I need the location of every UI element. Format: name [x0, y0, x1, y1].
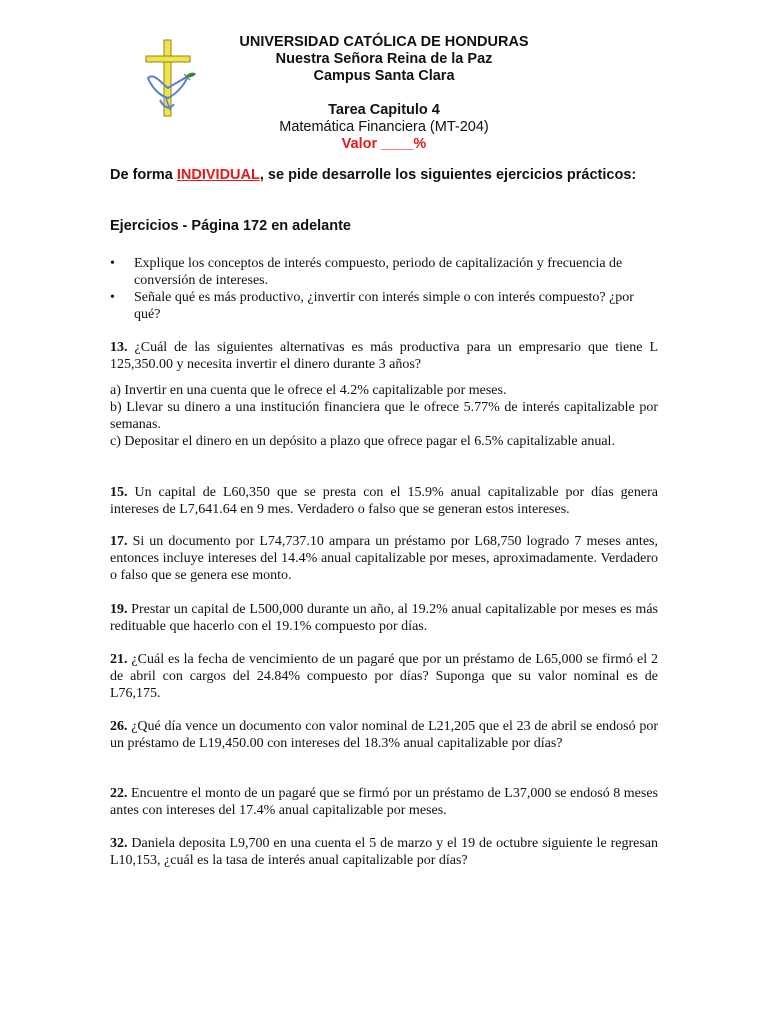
problem-22	[110, 785, 658, 819]
problem-number: 19.	[110, 602, 128, 617]
campus-line-2: Campus Santa Clara	[313, 68, 455, 84]
option-b: b) Llevar su dinero a una institución financiera que le ofrece 5.77% de interés capitalizable por semanas.	[110, 400, 658, 432]
intro-before: De forma	[110, 167, 177, 183]
problem-text: ¿Cuál es la fecha de vencimiento de un pagaré que por un préstamo de L65,000 se firmó el 2 de abril con cargos del 24.84% compuesto por días? Suponga que su valor nominal es de L76,175.	[110, 652, 658, 701]
problem-17	[110, 533, 658, 584]
campus-line-1: Nuestra Señora Reina de la Paz	[275, 51, 493, 67]
problem-number: 21.	[110, 652, 128, 667]
problem-number: 17.	[110, 534, 128, 549]
exercises-heading: Ejercicios - Página 172 en adelante	[110, 218, 351, 234]
problem-number: 22.	[110, 786, 128, 801]
bullet-dot-icon: •	[110, 256, 115, 271]
assignment-title: Tarea Capitulo 4	[328, 102, 440, 118]
problem-number: 13.	[110, 340, 128, 355]
university-name: UNIVERSIDAD CATÓLICA DE HONDURAS	[239, 34, 529, 50]
problem-text: Daniela deposita L9,700 en una cuenta el 5 de marzo y el 19 de octubre siguiente le regresan L10,153, ¿cuál es la tasa de interés anual capitalizable por días?	[110, 836, 658, 868]
problem-number: 32.	[110, 836, 128, 851]
bullet-dot-icon: •	[110, 290, 115, 305]
problem-19	[110, 601, 658, 635]
intro-after: , se pide desarrolle los siguientes ejercicios prácticos:	[259, 167, 637, 183]
option-c: c) Depositar el dinero en un depósito a plazo que ofrece pagar el 6.5% capitalizable anual.	[110, 434, 615, 449]
problem-13	[110, 339, 658, 450]
problem-32	[110, 835, 658, 869]
option-a: a) Invertir en una cuenta que le ofrece el 4.2% capitalizable por meses.	[110, 383, 507, 398]
problem-number: 26.	[110, 719, 128, 734]
bullet-item	[110, 255, 658, 289]
value-line: Valor ____%	[341, 136, 427, 152]
problem-text: ¿Qué día vence un documento con valor nominal de L21,205 que el 23 de abril se endosó por un préstamo de L19,450.00 con intereses del 18.3% anual capitalizable por días?	[110, 719, 658, 751]
intro-paragraph	[110, 167, 658, 184]
problem-21	[110, 651, 658, 702]
bullet-text: Señale qué es más productivo, ¿invertir con interés simple o con interés compuesto? ¿por qué?	[134, 290, 634, 322]
problem-text: ¿Cuál de las siguientes alternativas es más productiva para un empresario que tiene L 125,350.00 y necesita invertir el dinero durante 3 años?	[110, 340, 658, 372]
problem-number: 15.	[110, 485, 128, 500]
problem-text: Prestar un capital de L500,000 durante un año, al 19.2% anual capitalizable por meses es más redituable que hacerlo con el 19.1% compuesto por días.	[110, 602, 658, 634]
course-name: Matemática Financiera (MT-204)	[279, 119, 489, 135]
bullet-text: Explique los conceptos de interés compuesto, periodo de capitalización y frecuencia de conversión de intereses.	[134, 256, 623, 288]
problem-text: Un capital de L60,350 que se presta con el 15.9% anual capitalizable por días genera intereses de L7,641.64 en 9 mes. Verdadero o falso que se generan estos intereses.	[110, 485, 658, 517]
problem-15	[110, 484, 658, 518]
intro-highlight: INDIVIDUAL	[176, 167, 260, 183]
document-header	[110, 34, 658, 153]
problem-text: Encuentre el monto de un pagaré que se firmó por un préstamo de L37,000 se endosó 8 meses antes con intereses del 17.4% anual capitalizable por meses.	[110, 786, 658, 818]
concept-bullets	[110, 255, 658, 323]
problem-26	[110, 718, 658, 752]
bullet-item	[110, 289, 658, 323]
problem-text: Si un documento por L74,737.10 ampara un préstamo por L68,750 logrado 7 meses antes, entonces incluye intereses del 14.4% anual capitalizable por meses, aproximadamente. Verdadero o falso que se genera ese monto.	[110, 534, 658, 583]
